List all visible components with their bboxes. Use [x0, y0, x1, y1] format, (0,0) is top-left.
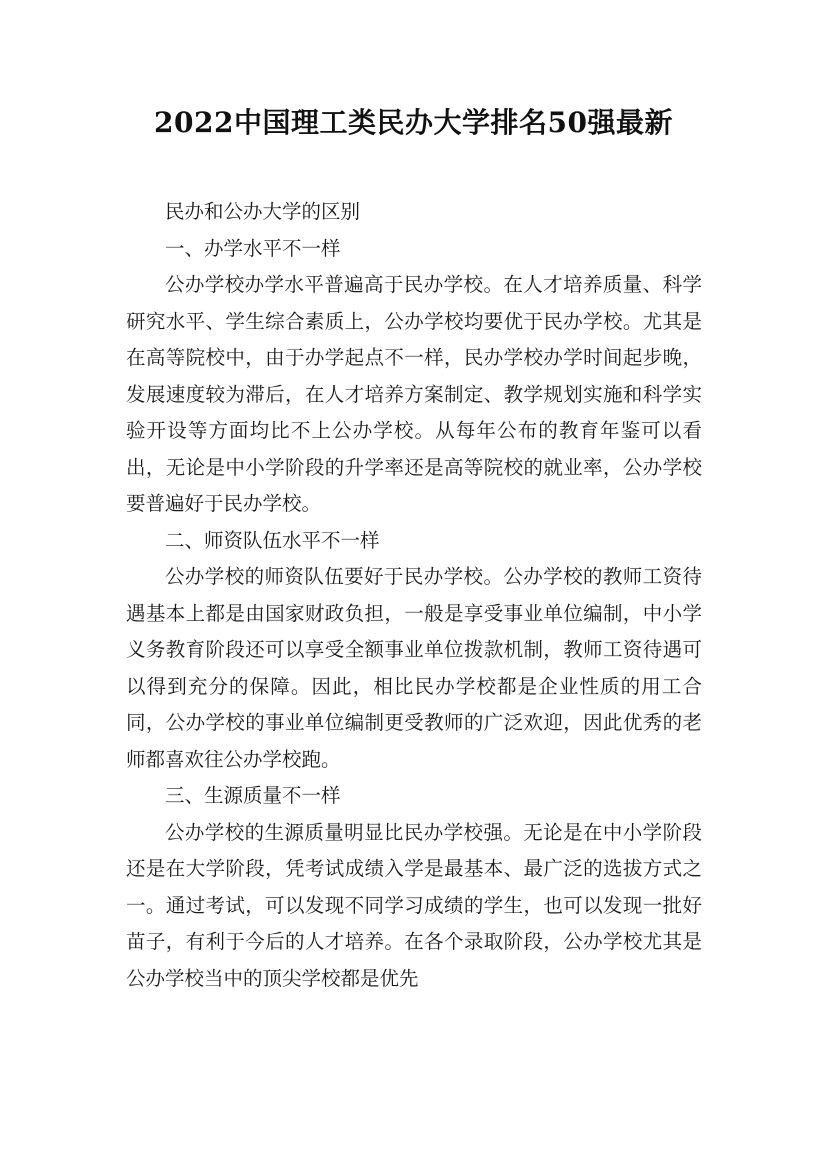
document-body — [126, 194, 702, 997]
body-paragraph: 公办学校的师资队伍要好于民办学校。公办学校的教师工资待遇基本上都是由国家财政负担，一般是享受事业单位编制，中小学义务教育阶段还可以享受全额事业单位拨款机制，教师工资待遇可以得到充分的保障。因此，相比民办学校都是企业性质的用工合同，公办学校的事业单位编制更受教师的广泛欢迎，因此优秀的老师都喜欢往公办学校跑。 — [126, 565, 702, 771]
body-paragraph: 公办学校的生源质量明显比民办学校强。无论是在中小学阶段还是在大学阶段，凭考试成绩入学是最基本、最广泛的选拔方式之一。通过考试，可以发现不同学习成绩的学生，也可以发现一批好苗子，有利于今后的人才培养。在各个录取阶段，公办学校尤其是公办学校当中的顶尖学校都是优先 — [126, 820, 702, 990]
section-heading: 民办和公办大学的区别 — [165, 200, 361, 223]
body-paragraph: 公办学校办学水平普遍高于民办学校。在人才培养质量、科学研究水平、学生综合素质上，公办学校均要优于民办学校。尤其是在高等院校中，由于办学起点不一样，民办学校办学时间起步晚，发展速度较为滞后，在人才培养方案制定、教学规划实施和科学实验开设等方面均比不上公办学校。从每年公布的教育年鉴可以看出，无论是中小学阶段的升学率还是高等院校的就业率，公办学校要普遍好于民办学校。 — [126, 273, 702, 515]
section-heading: 三、生源质量不一样 — [165, 784, 341, 807]
section-heading: 一、办学水平不一样 — [165, 236, 341, 260]
section-heading: 二、师资队伍水平不一样 — [165, 528, 380, 552]
document-title: 2022中国理工类民办大学排名50强最新 — [154, 106, 673, 139]
